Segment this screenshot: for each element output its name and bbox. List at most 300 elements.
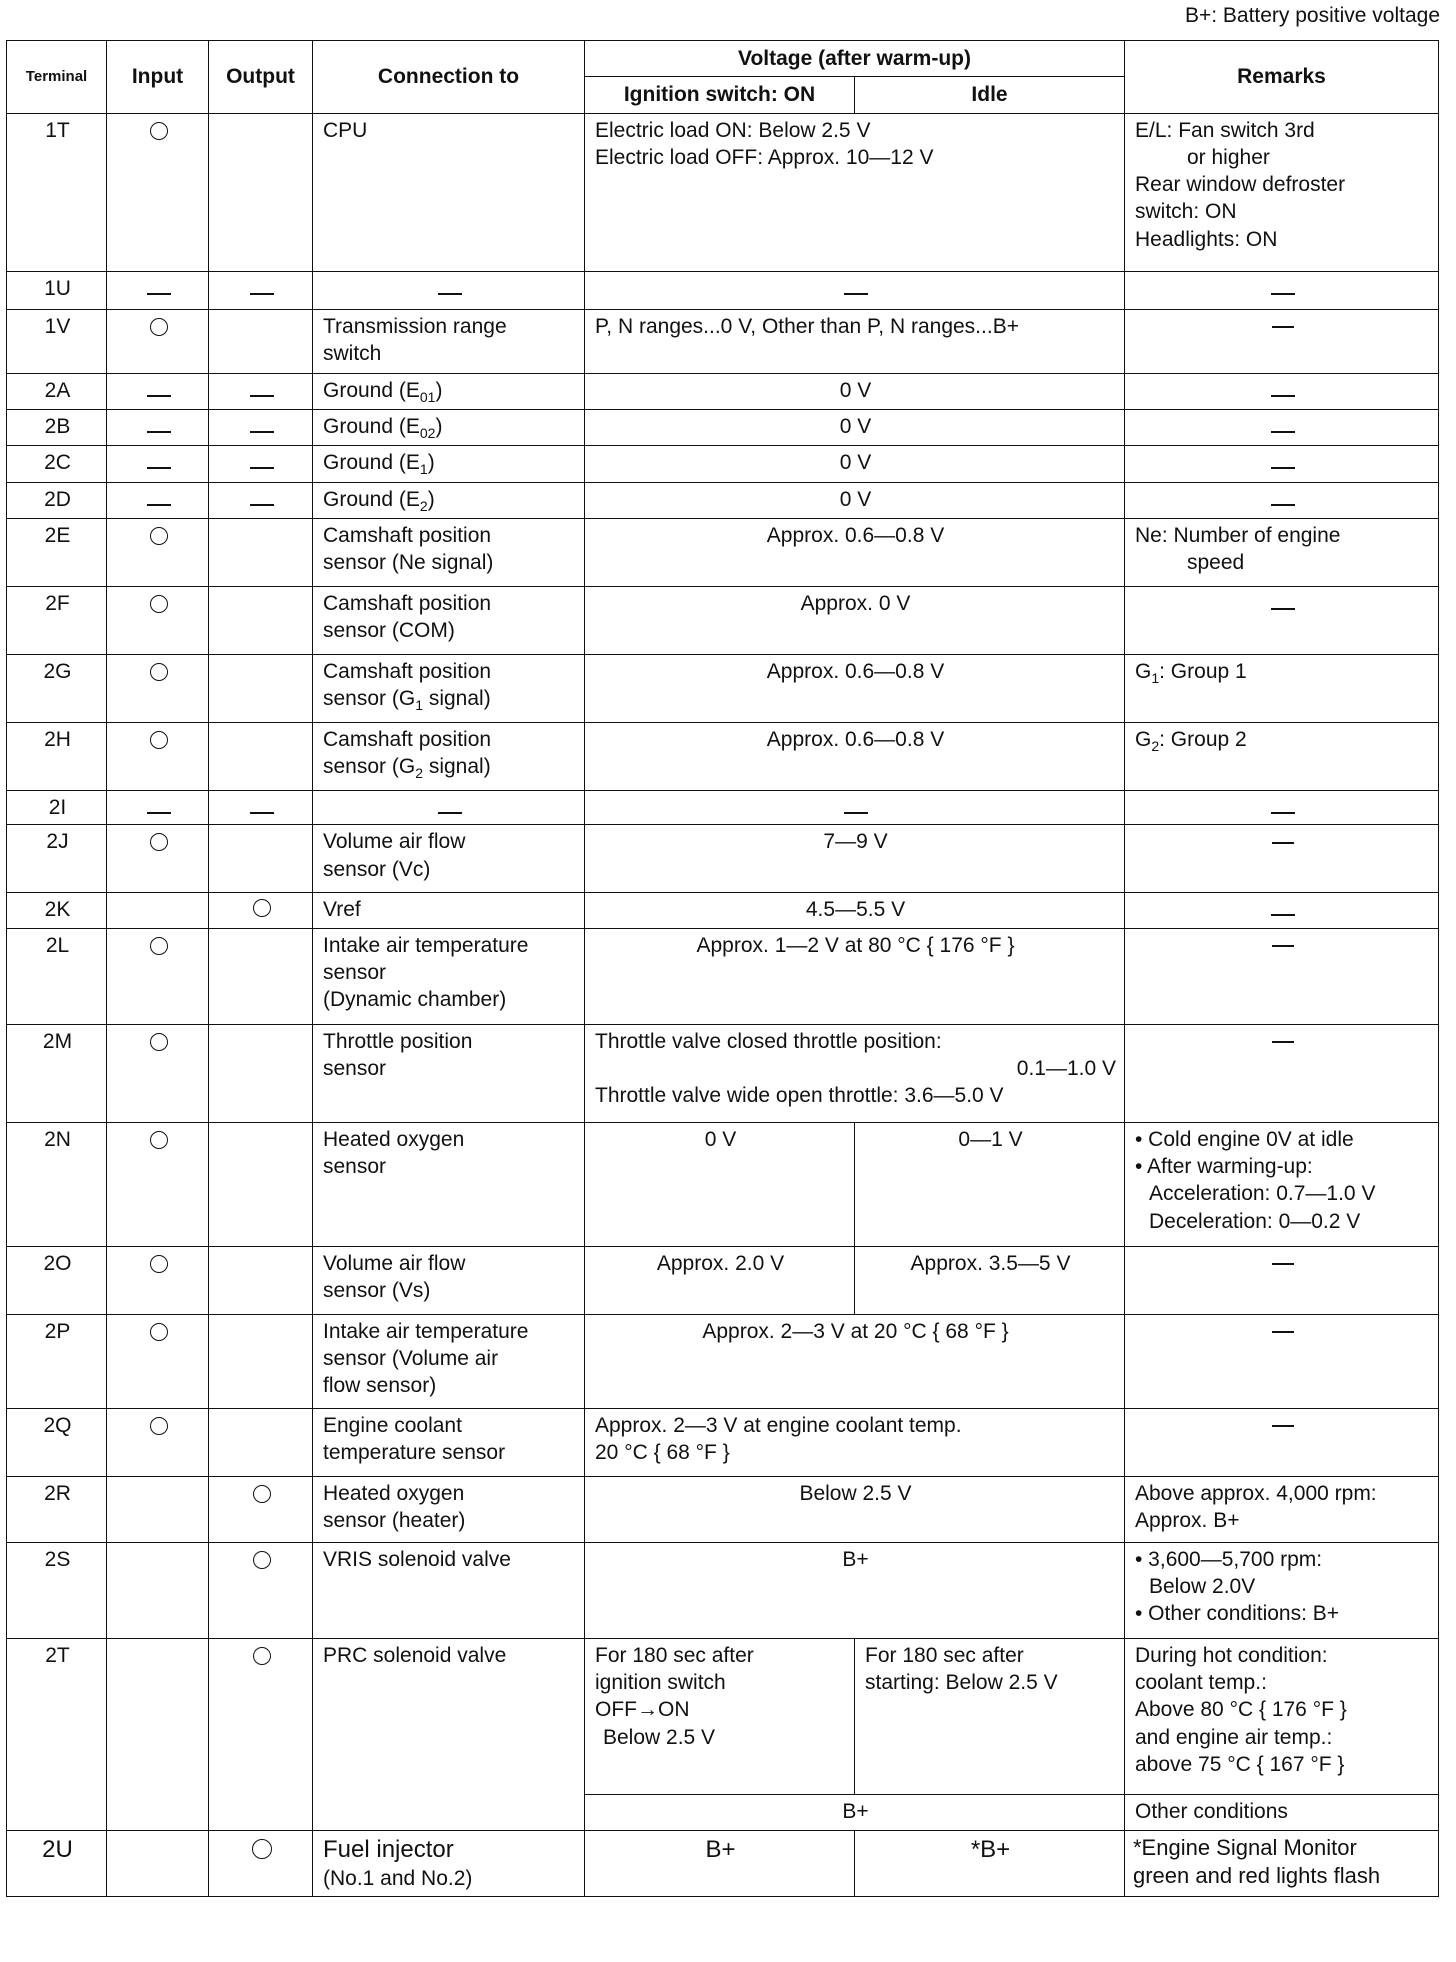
remark-text: : Group 2 (1159, 728, 1247, 752)
connection-line: Heated oxygen (323, 1481, 465, 1505)
remark-line: Deceleration: 0—0.2 V (1149, 1209, 1361, 1233)
connection-text: ) (435, 378, 443, 402)
voltage-ign-on-cell: Approx. 2.0 V (585, 1246, 855, 1314)
connection-line: switch (323, 341, 382, 365)
connection-subscript: 2 (419, 497, 428, 514)
voltage-line: 20 °C { 68 °F } (595, 1440, 730, 1464)
table-row (7, 1638, 1439, 1794)
connection-text: signal) (423, 687, 491, 711)
connection-cell (313, 1830, 585, 1896)
terminal-cell: 2F (7, 587, 107, 655)
output-mark (209, 1638, 313, 1830)
table-row (7, 655, 1439, 723)
dash-icon (1271, 812, 1295, 814)
connection-line (323, 685, 576, 714)
dash-icon (250, 467, 274, 469)
voltage-cell: Approx. 1—2 V at 80 °C { 176 °F } (585, 928, 1125, 1024)
input-header: Input (107, 41, 209, 114)
connection-line: Camshaft position (323, 524, 492, 548)
terminal-cell: 2J (7, 825, 107, 893)
circle-icon (150, 663, 168, 681)
remark-text: G (1135, 728, 1152, 752)
table-row (7, 113, 1439, 271)
remark-line: • Other conditions: B+ (1135, 1602, 1340, 1626)
dash-icon (1272, 1425, 1294, 1427)
connection-text: sensor (G (323, 755, 416, 779)
dash-icon (1271, 431, 1295, 433)
table-row (7, 1542, 1439, 1638)
output-mark (209, 309, 313, 373)
terminal-cell: 1T (7, 113, 107, 271)
voltage-cell: B+ (585, 1542, 1125, 1638)
dash-icon (1271, 395, 1295, 397)
dash-icon (147, 812, 171, 814)
table-row (7, 825, 1439, 893)
input-mark (107, 1638, 209, 1830)
voltage-ign-on-cell (585, 1638, 855, 1794)
terminal-cell: 2U (7, 1830, 107, 1896)
dash-icon (250, 395, 274, 397)
remarks-cell (1125, 1122, 1439, 1246)
voltage-cell: Approx. 2—3 V at 20 °C { 68 °F } (585, 1314, 1125, 1408)
dash-icon (147, 467, 171, 469)
circle-icon (253, 1551, 271, 1569)
remarks-header: Remarks (1125, 41, 1439, 114)
table-row (7, 928, 1439, 1024)
remark-line: above 75 °C { 167 °F } (1135, 1752, 1345, 1776)
input-mark (107, 1314, 209, 1408)
remarks-cell (1125, 271, 1439, 309)
dash-icon (1272, 326, 1294, 328)
battery-voltage-note: B+: Battery positive voltage (1184, 4, 1440, 27)
input-mark (107, 791, 209, 825)
output-mark (209, 587, 313, 655)
table-row (7, 1476, 1439, 1542)
connection-cell (313, 373, 585, 409)
table-row (7, 519, 1439, 587)
remark-line: coolant temp.: (1135, 1670, 1267, 1694)
output-mark (209, 409, 313, 445)
table-row (7, 446, 1439, 482)
table-row (7, 409, 1439, 445)
terminal-cell: 1U (7, 271, 107, 309)
connection-text: sensor (G (323, 687, 416, 711)
remarks-cell (1125, 1246, 1439, 1314)
circle-icon (253, 1485, 271, 1503)
input-mark (107, 373, 209, 409)
terminal-cell: 2I (7, 791, 107, 825)
connection-cell (313, 825, 585, 893)
terminal-cell: 2O (7, 1246, 107, 1314)
terminal-cell: 2C (7, 446, 107, 482)
remarks-cell (1125, 825, 1439, 893)
remarks-cell (1125, 1476, 1439, 1542)
output-mark (209, 791, 313, 825)
remark-line: and engine air temp.: (1135, 1725, 1333, 1749)
output-mark (209, 825, 313, 893)
dash-icon (147, 395, 171, 397)
remarks-cell (1125, 723, 1439, 791)
voltage-idle-cell: 0—1 V (855, 1122, 1125, 1246)
remark-line: During hot condition: (1135, 1643, 1328, 1667)
connection-cell (313, 928, 585, 1024)
dash-icon (1271, 467, 1295, 469)
voltage-cell (585, 113, 1125, 271)
dash-icon (1272, 1263, 1294, 1265)
connection-line: Heated oxygen (323, 1127, 465, 1151)
remark-line: Rear window defroster (1135, 173, 1346, 197)
input-mark (107, 655, 209, 723)
connection-cell (313, 1024, 585, 1122)
connection-header: Connection to (313, 41, 585, 114)
input-mark (107, 1408, 209, 1476)
circle-icon (150, 937, 168, 955)
connection-cell (313, 446, 585, 482)
ignition-on-header: Ignition switch: ON (585, 77, 855, 113)
remark-line: Acceleration: 0.7—1.0 V (1149, 1182, 1376, 1206)
voltage-line: ignition switch (595, 1670, 726, 1694)
remark-line: • After warming-up: (1135, 1154, 1313, 1178)
remark-line: switch: ON (1135, 200, 1237, 224)
dash-icon (250, 504, 274, 506)
output-header: Output (209, 41, 313, 114)
connection-line: Camshaft position (323, 728, 492, 752)
connection-line: sensor (Volume air (323, 1346, 499, 1370)
terminal-voltage-table (6, 40, 1439, 1897)
voltage-cell (585, 1408, 1125, 1476)
voltage-line: starting: Below 2.5 V (865, 1670, 1058, 1694)
terminal-cell: 2D (7, 482, 107, 518)
input-mark (107, 446, 209, 482)
remark-line: green and red lights flash (1133, 1863, 1381, 1889)
table-row (7, 1830, 1439, 1896)
connection-cell (313, 1408, 585, 1476)
connection-subscript: 2 (415, 765, 423, 782)
connection-cell (313, 519, 585, 587)
remarks-cell (1125, 446, 1439, 482)
connection-line: Throttle position (323, 1029, 473, 1053)
dash-icon (1272, 1331, 1294, 1333)
connection-cell (313, 271, 585, 309)
terminal-cell: 2T (7, 1638, 107, 1830)
voltage-cell: Below 2.5 V (585, 1476, 1125, 1542)
dash-icon (844, 293, 868, 295)
remarks-cell: Other conditions (1125, 1794, 1439, 1830)
remarks-cell (1125, 791, 1439, 825)
connection-cell: Vref (313, 893, 585, 928)
output-mark (209, 1476, 313, 1542)
connection-cell (313, 1314, 585, 1408)
remark-line: *Engine Signal Monitor (1133, 1834, 1357, 1860)
output-mark (209, 373, 313, 409)
connection-line: sensor (323, 960, 387, 984)
dash-icon (250, 431, 274, 433)
remark-line: E/L: Fan switch 3rd (1135, 118, 1315, 142)
table-row (7, 587, 1439, 655)
output-mark (209, 1024, 313, 1122)
remarks-cell (1125, 587, 1439, 655)
output-mark (209, 655, 313, 723)
dash-icon (1271, 914, 1295, 916)
remark-line: • 3,600—5,700 rpm: (1135, 1547, 1323, 1571)
connection-line: Volume air flow (323, 830, 466, 854)
output-mark (209, 893, 313, 928)
table-row (7, 1408, 1439, 1476)
voltage-cell (585, 791, 1125, 825)
voltage-line: Approx. 2—3 V at engine coolant temp. (595, 1413, 962, 1437)
connection-line (323, 753, 576, 782)
input-mark (107, 893, 209, 928)
connection-line: Camshaft position (323, 592, 492, 616)
voltage-line: OFF→ON (595, 1698, 690, 1722)
connection-line: flow sensor) (323, 1374, 437, 1398)
connection-line: Transmission range (323, 314, 507, 338)
input-mark (107, 1830, 209, 1896)
terminal-cell: 2N (7, 1122, 107, 1246)
voltage-line: Electric load ON: Below 2.5 V (595, 118, 871, 142)
input-mark (107, 309, 209, 373)
terminal-cell: 2R (7, 1476, 107, 1542)
remarks-cell (1125, 1638, 1439, 1794)
output-mark (209, 482, 313, 518)
voltage-cell: 4.5—5.5 V (585, 893, 1125, 928)
remark-line: Headlights: ON (1135, 227, 1278, 251)
terminal-cell: 2K (7, 893, 107, 928)
connection-cell (313, 1246, 585, 1314)
table-row (7, 1024, 1439, 1122)
table-row (7, 271, 1439, 309)
remarks-cell (1125, 1024, 1439, 1122)
dash-icon (147, 293, 171, 295)
connection-line: sensor (323, 1056, 387, 1080)
connection-cell (313, 587, 585, 655)
connection-cell: CPU (313, 113, 585, 271)
terminal-cell: 2M (7, 1024, 107, 1122)
connection-subscript: 1 (415, 697, 423, 714)
remark-subscript: 2 (1151, 738, 1160, 755)
voltage-cell: Approx. 0.6—0.8 V (585, 519, 1125, 587)
remark-text: : Group 1 (1159, 660, 1247, 684)
connection-line: sensor (Vc) (323, 857, 431, 881)
voltage-header: Voltage (after warm-up) (585, 41, 1125, 77)
terminal-cell: 2B (7, 409, 107, 445)
voltage-cell (585, 271, 1125, 309)
voltage-ign-on-cell: B+ (585, 1830, 855, 1896)
circle-icon (150, 731, 168, 749)
voltage-cell: Approx. 0.6—0.8 V (585, 723, 1125, 791)
input-mark (107, 587, 209, 655)
connection-text: Ground (E (323, 414, 420, 438)
connection-subscript: 02 (419, 425, 436, 442)
terminal-cell: 1V (7, 309, 107, 373)
connection-cell (313, 482, 585, 518)
table-row (7, 1122, 1439, 1246)
output-mark (209, 113, 313, 271)
connection-text: ) (427, 487, 435, 511)
output-mark (209, 446, 313, 482)
connection-cell: PRC solenoid valve (313, 1638, 585, 1830)
remarks-cell (1125, 309, 1439, 373)
voltage-cell: 0 V (585, 482, 1125, 518)
terminal-cell: 2G (7, 655, 107, 723)
voltage-line: 0.1—1.0 V (1016, 1056, 1116, 1080)
input-mark (107, 1542, 209, 1638)
remark-text: G (1135, 660, 1152, 684)
connection-cell (313, 791, 585, 825)
input-mark (107, 271, 209, 309)
table-row (7, 309, 1439, 373)
connection-text: signal) (423, 755, 491, 779)
output-mark (209, 519, 313, 587)
output-mark (209, 1408, 313, 1476)
dash-icon (1272, 842, 1294, 844)
connection-text: Ground (E (323, 487, 420, 511)
input-mark (107, 1024, 209, 1122)
dash-icon (147, 504, 171, 506)
input-mark (107, 409, 209, 445)
input-mark (107, 482, 209, 518)
connection-line: (No.1 and No.2) (323, 1866, 473, 1890)
voltage-cell: 7—9 V (585, 825, 1125, 893)
circle-icon (150, 595, 168, 613)
terminal-header: Terminal (7, 41, 107, 114)
input-mark (107, 1476, 209, 1542)
remarks-cell (1125, 482, 1439, 518)
circle-icon (150, 1131, 168, 1149)
remarks-cell (1125, 519, 1439, 587)
dash-icon (250, 293, 274, 295)
output-mark (209, 1830, 313, 1896)
voltage-cell: Approx. 0.6—0.8 V (585, 655, 1125, 723)
dash-icon (438, 812, 462, 814)
connection-cell (313, 723, 585, 791)
connection-text: Ground (E (323, 451, 420, 475)
remark-line: Below 2.0V (1149, 1574, 1256, 1598)
remarks-cell (1125, 113, 1439, 271)
circle-icon (150, 122, 168, 140)
output-mark (209, 1542, 313, 1638)
voltage-line: For 180 sec after (865, 1643, 1024, 1667)
terminal-cell: 2S (7, 1542, 107, 1638)
voltage-idle-cell: Approx. 3.5—5 V (855, 1246, 1125, 1314)
dash-icon (1271, 608, 1295, 610)
remarks-cell (1125, 893, 1439, 928)
voltage-idle-cell (855, 1638, 1125, 1794)
circle-icon (150, 1417, 168, 1435)
circle-icon (253, 1647, 271, 1665)
table-row (7, 1246, 1439, 1314)
table-row (7, 791, 1439, 825)
table-row (7, 482, 1439, 518)
connection-line: (Dynamic chamber) (323, 988, 507, 1012)
circle-icon (150, 1033, 168, 1051)
voltage-idle-cell: *B+ (855, 1830, 1125, 1896)
circle-icon (150, 318, 168, 336)
dash-icon (1271, 504, 1295, 506)
connection-line: Engine coolant (323, 1413, 462, 1437)
table-row (7, 1314, 1439, 1408)
voltage-line: Throttle valve closed throttle position: (595, 1029, 942, 1053)
dash-icon (438, 293, 462, 295)
connection-line: temperature sensor (323, 1440, 506, 1464)
voltage-cell: 0 V (585, 373, 1125, 409)
remarks-cell (1125, 928, 1439, 1024)
output-mark (209, 1314, 313, 1408)
input-mark (107, 1122, 209, 1246)
input-mark (107, 723, 209, 791)
dash-icon (250, 812, 274, 814)
terminal-cell: 2E (7, 519, 107, 587)
output-mark (209, 928, 313, 1024)
connection-text: ) (427, 451, 435, 475)
remark-line: Above 80 °C { 176 °F } (1135, 1698, 1347, 1722)
dash-icon (1272, 945, 1294, 947)
voltage-cell: B+ (585, 1794, 1125, 1830)
voltage-ign-on-cell: 0 V (585, 1122, 855, 1246)
input-mark (107, 113, 209, 271)
remarks-cell (1125, 655, 1439, 723)
remark-line: • Cold engine 0V at idle (1135, 1127, 1354, 1151)
connection-text: Ground (E (323, 378, 420, 402)
terminal-cell: 2Q (7, 1408, 107, 1476)
voltage-cell: 0 V (585, 446, 1125, 482)
remark-line: Above approx. 4,000 rpm: (1135, 1481, 1377, 1505)
connection-line: sensor (Vs) (323, 1278, 431, 1302)
remark-line: speed (1187, 551, 1245, 575)
connection-line: Intake air temperature (323, 933, 529, 957)
connection-subscript: 01 (419, 388, 436, 405)
circle-icon (253, 899, 271, 917)
terminal-cell: 2P (7, 1314, 107, 1408)
connection-line: sensor (Ne signal) (323, 551, 494, 575)
terminal-cell: 2L (7, 928, 107, 1024)
remarks-cell (1125, 409, 1439, 445)
voltage-cell: 0 V (585, 409, 1125, 445)
circle-icon (150, 527, 168, 545)
terminal-cell: 2H (7, 723, 107, 791)
dash-icon (1272, 1041, 1294, 1043)
table-row (7, 893, 1439, 928)
remark-line: Ne: Number of engine (1135, 524, 1341, 548)
connection-cell (313, 1122, 585, 1246)
connection-line: Fuel injector (323, 1835, 454, 1863)
voltage-line: Throttle valve wide open throttle: 3.6—5.0 V (595, 1084, 1004, 1108)
remarks-cell (1125, 1542, 1439, 1638)
connection-text: ) (435, 414, 443, 438)
voltage-line: For 180 sec after (595, 1643, 754, 1667)
remarks-cell (1125, 373, 1439, 409)
input-mark (107, 825, 209, 893)
connection-cell (313, 655, 585, 723)
output-mark (209, 723, 313, 791)
idle-header: Idle (855, 77, 1125, 113)
input-mark (107, 928, 209, 1024)
dash-icon (844, 812, 868, 814)
circle-icon (150, 1323, 168, 1341)
voltage-cell: P, N ranges...0 V, Other than P, N ranges...B+ (585, 309, 1125, 373)
remarks-cell (1125, 1830, 1439, 1896)
connection-line: sensor (heater) (323, 1508, 466, 1532)
connection-cell (313, 409, 585, 445)
voltage-cell: Approx. 0 V (585, 587, 1125, 655)
connection-cell (313, 309, 585, 373)
output-mark (209, 1246, 313, 1314)
remarks-cell (1125, 1314, 1439, 1408)
dash-icon (147, 431, 171, 433)
remark-line: Approx. B+ (1135, 1508, 1240, 1532)
connection-line: sensor (323, 1154, 387, 1178)
connection-cell: VRIS solenoid valve (313, 1542, 585, 1638)
